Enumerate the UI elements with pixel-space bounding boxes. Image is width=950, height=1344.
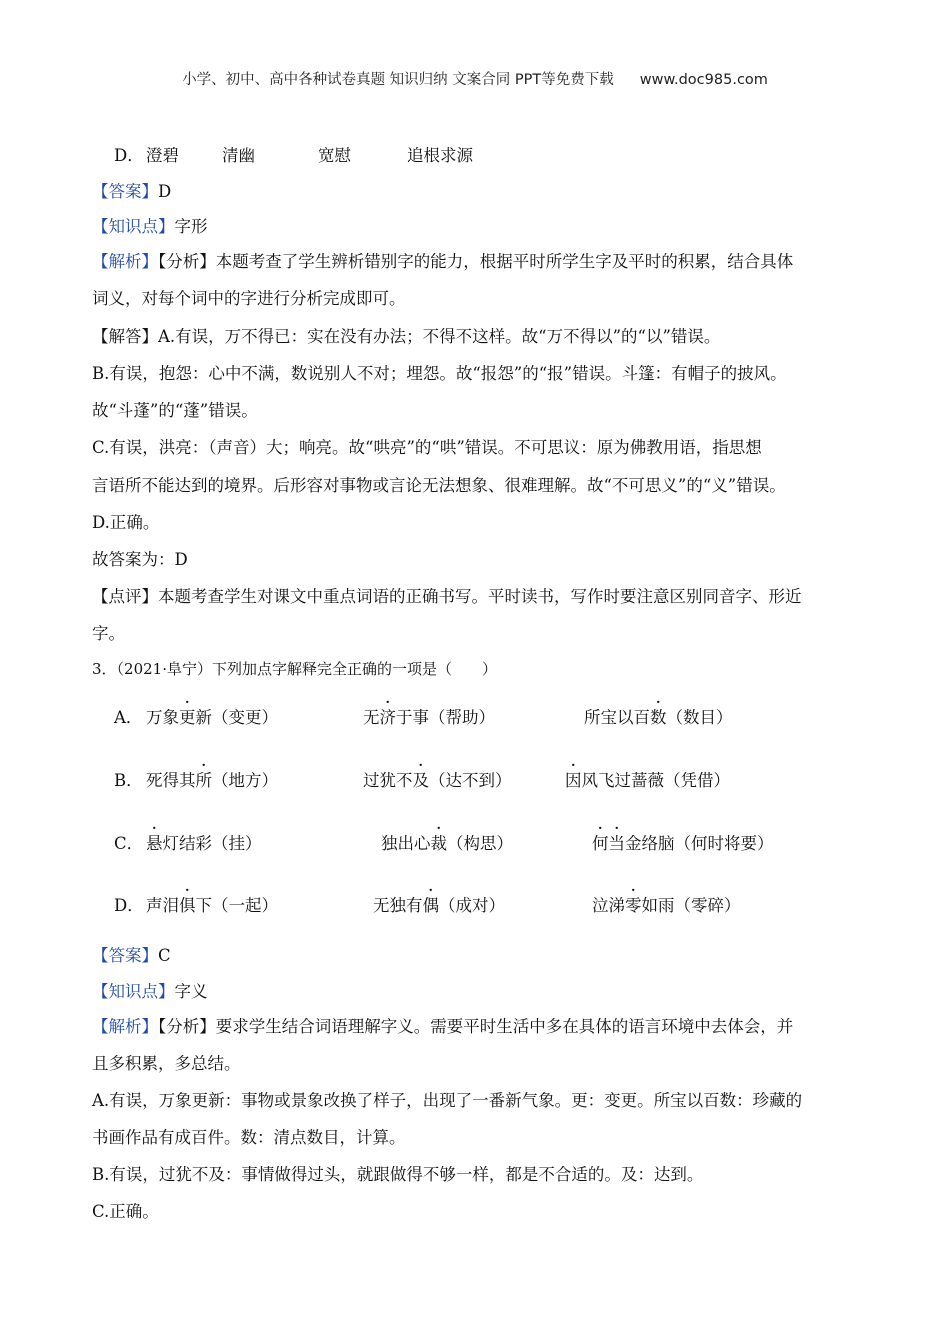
q2-analysis-line: B.有误，抱怨：心中不满，数说别人不对；埋怨。故“报怨”的“报”错误。斗篷：有帽子的披风。 bbox=[92, 364, 787, 383]
q3-option-b-label: B． bbox=[114, 771, 143, 790]
answer-text: C bbox=[158, 946, 171, 965]
q3-option-item: 因风飞过蔷薇（凭借） bbox=[565, 771, 730, 790]
q3-knowledge bbox=[92, 980, 208, 1004]
q3-analysis-line: 且多积累，多总结。 bbox=[92, 1054, 241, 1073]
q3-option-item: 万象更新（变更） bbox=[146, 708, 278, 727]
q3-analysis-line: B.有误，过犹不及：事情做得过头，就跟做得不够一样，都是不合适的。及：达到。 bbox=[92, 1165, 704, 1184]
knowledge-tag: 【知识点】 bbox=[92, 217, 175, 236]
q2-comment-line: 【点评】本题考查学生对课文中重点词语的正确书写。平时读书，写作时要注意区别同音字、形近 bbox=[92, 587, 802, 606]
q2-analysis-line: 故“斗蓬”的“蓬”错误。 bbox=[92, 401, 258, 420]
q2-analysis-line: 词义，对每个词中的字进行分析完成即可。 bbox=[92, 289, 406, 308]
q3-answer bbox=[92, 944, 171, 968]
analysis-tag: 【解析】 bbox=[92, 1017, 158, 1036]
knowledge-text: 字形 bbox=[174, 217, 208, 236]
q2-option-d-label: D． bbox=[114, 146, 144, 165]
q3-option-item: 死得其所（地方） bbox=[146, 771, 278, 790]
analysis-tag: 【解析】 bbox=[92, 252, 158, 271]
header-text: 小学、初中、高中各种试卷真题 知识归纳 文案合同 PPT等免费下载 bbox=[182, 72, 614, 88]
q3-stem: 3．（2021·阜宁）下列加点字解释完全正确的一项是（ ） bbox=[92, 660, 497, 678]
q3-option-item: 何当金络脑（何时将要） bbox=[592, 834, 774, 853]
q3-option-c-label: C． bbox=[114, 834, 144, 853]
q3-analysis-line bbox=[92, 1015, 793, 1039]
q3-option-item: 所宝以百数（数目） bbox=[584, 708, 733, 727]
q2-analysis-line: 【解答】A.有误，万不得已：实在没有办法；不得不这样。故“万不得以”的“以”错误。 bbox=[92, 327, 721, 346]
q3-option-a-label: A． bbox=[114, 708, 143, 727]
q2-option-d-word: 宽慰 bbox=[318, 146, 351, 165]
q2-analysis-line: C.有误，洪亮：（声音）大；响亮。故“哄亮”的“哄”错误。不可思议：原为佛教用语，指思想 bbox=[92, 438, 762, 457]
q3-option-item: 过犹不及（达不到） bbox=[363, 771, 512, 790]
page-header bbox=[0, 68, 950, 89]
q3-option-item: 声泪俱下（一起） bbox=[146, 896, 278, 915]
q3-option-item: 无济于事（帮助） bbox=[363, 708, 495, 727]
q2-comment-line: 字。 bbox=[92, 624, 125, 643]
q3-analysis-line: A.有误，万象更新：事物或景象改换了样子，出现了一番新气象。更：变更。所宝以百数：珍藏的 bbox=[92, 1091, 803, 1110]
q2-option-d-word: 澄碧 bbox=[146, 146, 179, 165]
answer-tag: 【答案】 bbox=[92, 182, 158, 201]
q3-option-item: 无独有偶（成对） bbox=[373, 896, 505, 915]
q2-analysis-line: 言语所不能达到的境界。后形容对事物或言论无法想象、很难理解。故“不可思义”的“义”错误。 bbox=[92, 476, 786, 495]
q3-option-item: 泣涕零如雨（零碎） bbox=[592, 896, 741, 915]
header-url: www.doc985.com bbox=[639, 72, 768, 88]
answer-text: D bbox=[158, 182, 172, 201]
q2-analysis-line bbox=[92, 250, 793, 274]
answer-tag: 【答案】 bbox=[92, 946, 158, 965]
q2-option-d-word: 追根求源 bbox=[407, 146, 473, 165]
q2-analysis-line: D.正确。 bbox=[92, 513, 160, 532]
knowledge-text: 字义 bbox=[174, 982, 208, 1001]
knowledge-tag: 【知识点】 bbox=[92, 982, 175, 1001]
analysis-text: 【分析】本题考查了学生辨析错别字的能力，根据平时所学生字及平时的积累，结合具体 bbox=[158, 252, 794, 271]
q3-analysis-line: 书画作品有成百件。数：清点数目，计算。 bbox=[92, 1128, 406, 1147]
analysis-text: 【分析】要求学生结合词语理解字义。需要平时生活中多在具体的语言环境中去体会，并 bbox=[158, 1017, 794, 1036]
q3-option-item: 独出心裁（构思） bbox=[381, 834, 513, 853]
q2-analysis-line: 故答案为：D bbox=[92, 550, 188, 569]
q2-answer bbox=[92, 180, 171, 204]
q3-option-d-label: D． bbox=[114, 896, 144, 915]
q2-knowledge bbox=[92, 215, 208, 239]
q3-analysis-line: C.正确。 bbox=[92, 1202, 159, 1221]
q3-option-item: 悬灯结彩（挂） bbox=[146, 834, 262, 853]
q2-option-d-word: 清幽 bbox=[222, 146, 255, 165]
